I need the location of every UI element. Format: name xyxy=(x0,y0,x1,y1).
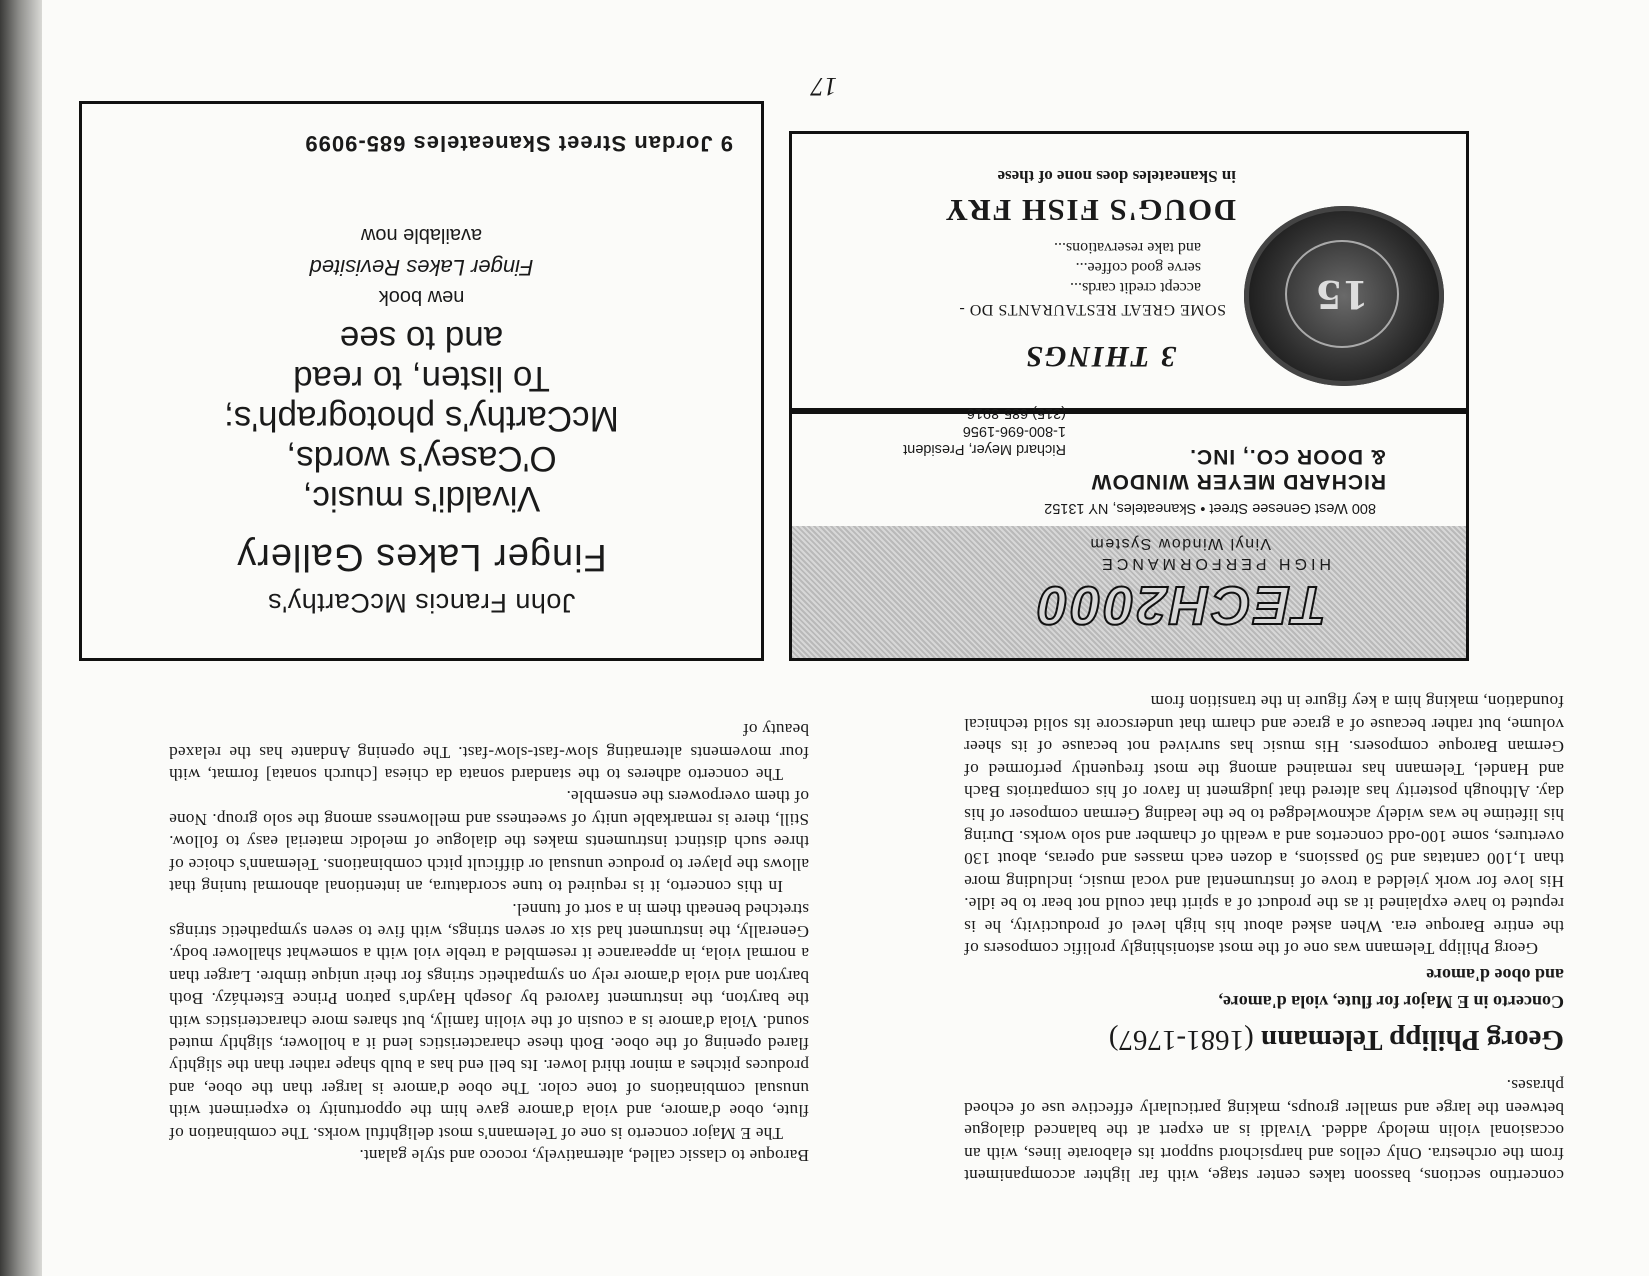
book-availability: available now xyxy=(360,224,483,246)
composer-name: Georg Philipp Telemann xyxy=(1261,1023,1564,1056)
slogan-line-2: O'Casey's words, xyxy=(286,439,557,478)
right-paragraph-2: The E Major concerto is one of Telemann's most delightful works. The combination of flute, oboe d'amore, and viola d'amore gave him the opportunity to experiment with unusual combinations of tone color. The oboe d'amore is larger than the oboe, and produces pitches a minor third lower. Its bell end has a bulb shape rather than the slightly flared opening of the oboe. Both these characteristics lend it a hollower, slightly muted sound. Viola d'amore is a cousin of the violin family, but shares more characteristics with the baryton, the instrument favored by Joseph Haydn's patron Prince Esterházy. Both baryton and viola d'amore rely on sympathetic strings for their unique timbre. Larger than a normal viola, in appearance it resembled a treble viol with a somewhat shallower body. Generally, the instrument had six or seven strings, with five to seven sympathetic strings stretched beneath them in a sort of tunnel. xyxy=(169,899,809,1143)
anniversary-seal-icon xyxy=(1244,206,1444,386)
lead-in-paragraph: concertino sections, bassoon takes center stage, with far lighter accompaniment from the orchestra. Only cellos and harpsichord support its elaborate lines, with an occasional violin melody added. Vivaldi is an expert at the balanced dialogue between the large and smaller groups, making particularly effective use of echoed phrases. xyxy=(964,1076,1564,1185)
gallery-name: Finger Lakes Gallery xyxy=(236,536,607,578)
gallery-slogan xyxy=(82,318,761,518)
work-title-line-2: and oboe d'amore xyxy=(1426,964,1564,985)
banner-tagline-1: HIGH PERFORMANCE xyxy=(1098,555,1331,572)
right-paragraph-4: The concerto adheres to the standard sonata da chiesa [church sonata] format, with four movements alternating slow-fast-slow-fast. The opening Andante has the relaxed beauty of xyxy=(169,720,809,785)
tech2000-logo: TECH2000 xyxy=(1034,575,1326,635)
fish-fry-line-1: accept credit cards... xyxy=(1069,279,1201,296)
book-title: Finger Lakes Revisited xyxy=(309,255,534,280)
right-paragraph-1: Baroque to classic called, alternatively, rococo and style galant. xyxy=(359,1146,809,1165)
fish-fry-tagline: in Skaneateles does none of these xyxy=(997,167,1236,186)
work-title-line-1: Concerto in E Major for flute, viola d'amore, xyxy=(1218,991,1564,1012)
fish-fry-line-3: and take reservations... xyxy=(1053,239,1201,256)
banner-tagline-2: Vinyl Window System xyxy=(1088,535,1271,552)
fish-fry-heading: 3 THINGS xyxy=(1024,340,1176,373)
gallery-ad xyxy=(79,101,764,661)
slogan-line-5: and to see xyxy=(339,319,504,358)
company-address: 800 West Genesee Street • Skaneateles, NY 13152 xyxy=(1044,500,1376,516)
composer-heading xyxy=(964,1023,1564,1056)
page-number: 17 xyxy=(811,72,837,101)
fish-fry-line-2: serve good coffee... xyxy=(1075,259,1201,276)
company-name-line-1: RICHARD MEYER WINDOW xyxy=(1090,470,1386,493)
tech2000-banner xyxy=(792,526,1466,658)
company-phone-1: 1-800-696-1956 xyxy=(962,423,1066,439)
seal-number: 15 xyxy=(1285,240,1399,348)
company-name-line-2: & DOOR CO., INC. xyxy=(1189,445,1386,468)
slogan-line-1: Vivaldi's music, xyxy=(302,479,541,518)
fish-fry-subheading: SOME GREAT RESTAURANTS DO - xyxy=(958,301,1226,318)
company-president: Richard Meyer, President xyxy=(903,441,1066,457)
book-label: new book xyxy=(378,286,465,308)
right-column xyxy=(169,718,809,1166)
slogan-line-3: McCarthy's photograph's; xyxy=(224,399,619,438)
composer-dates: (1681-1767) xyxy=(1108,1023,1254,1056)
fish-fry-ad xyxy=(789,131,1469,411)
gallery-owner: John Francis McCarthy's xyxy=(267,588,576,618)
left-column xyxy=(964,690,1564,1186)
scanner-edge xyxy=(0,0,42,1276)
gallery-address: 9 Jordan Street Skaneateles 685-9099 xyxy=(304,131,733,156)
right-paragraph-3: In this concerto, it is required to tune scordatura, an intentional abnormal tuning that allows the player to produce unusual or difficult pitch combinations. Telemann's choice of three such distinct instruments makes the dialogue of melodic material easy to follow. Still, there is remarkable unity of sweetness and mellowness among the solo group. None of them overpowers the ensemble. xyxy=(169,787,809,897)
company-phone-2: (315) 685-8916 xyxy=(966,405,1066,421)
telemann-paragraph: Georg Philipp Telemann was one of the most astonishingly prolific composers of the entire Baroque era. When asked about his high level of productivity, he is reputed to have explained it as the product of a spirit that could not bear to be idle. His love for work yielded a trove of instrumental and vocal music, including more than 1,100 cantatas and 50 passions, a dozen each masses and operas, about 130 overtures, some 100-odd concertos and a wealth of chamber and solo works. During his lifetime he was widely acknowledged to be the leading German composer of his day. Although posterity has altered that judgment in favor of his compatriots Bach and Handel, Telemann has remained among the most frequently performed of German Baroque composers. His music has survived not because of its sheer volume, but rather because of a grace and charm that underscore its solid technical foundation, making him a key figure in the transition from xyxy=(964,692,1564,958)
slogan-line-4: To listen, to read xyxy=(293,359,550,398)
window-company-ad xyxy=(789,405,1469,661)
ad-divider xyxy=(789,411,1469,414)
fish-fry-name: DOUG'S FISH FRY xyxy=(944,193,1236,228)
